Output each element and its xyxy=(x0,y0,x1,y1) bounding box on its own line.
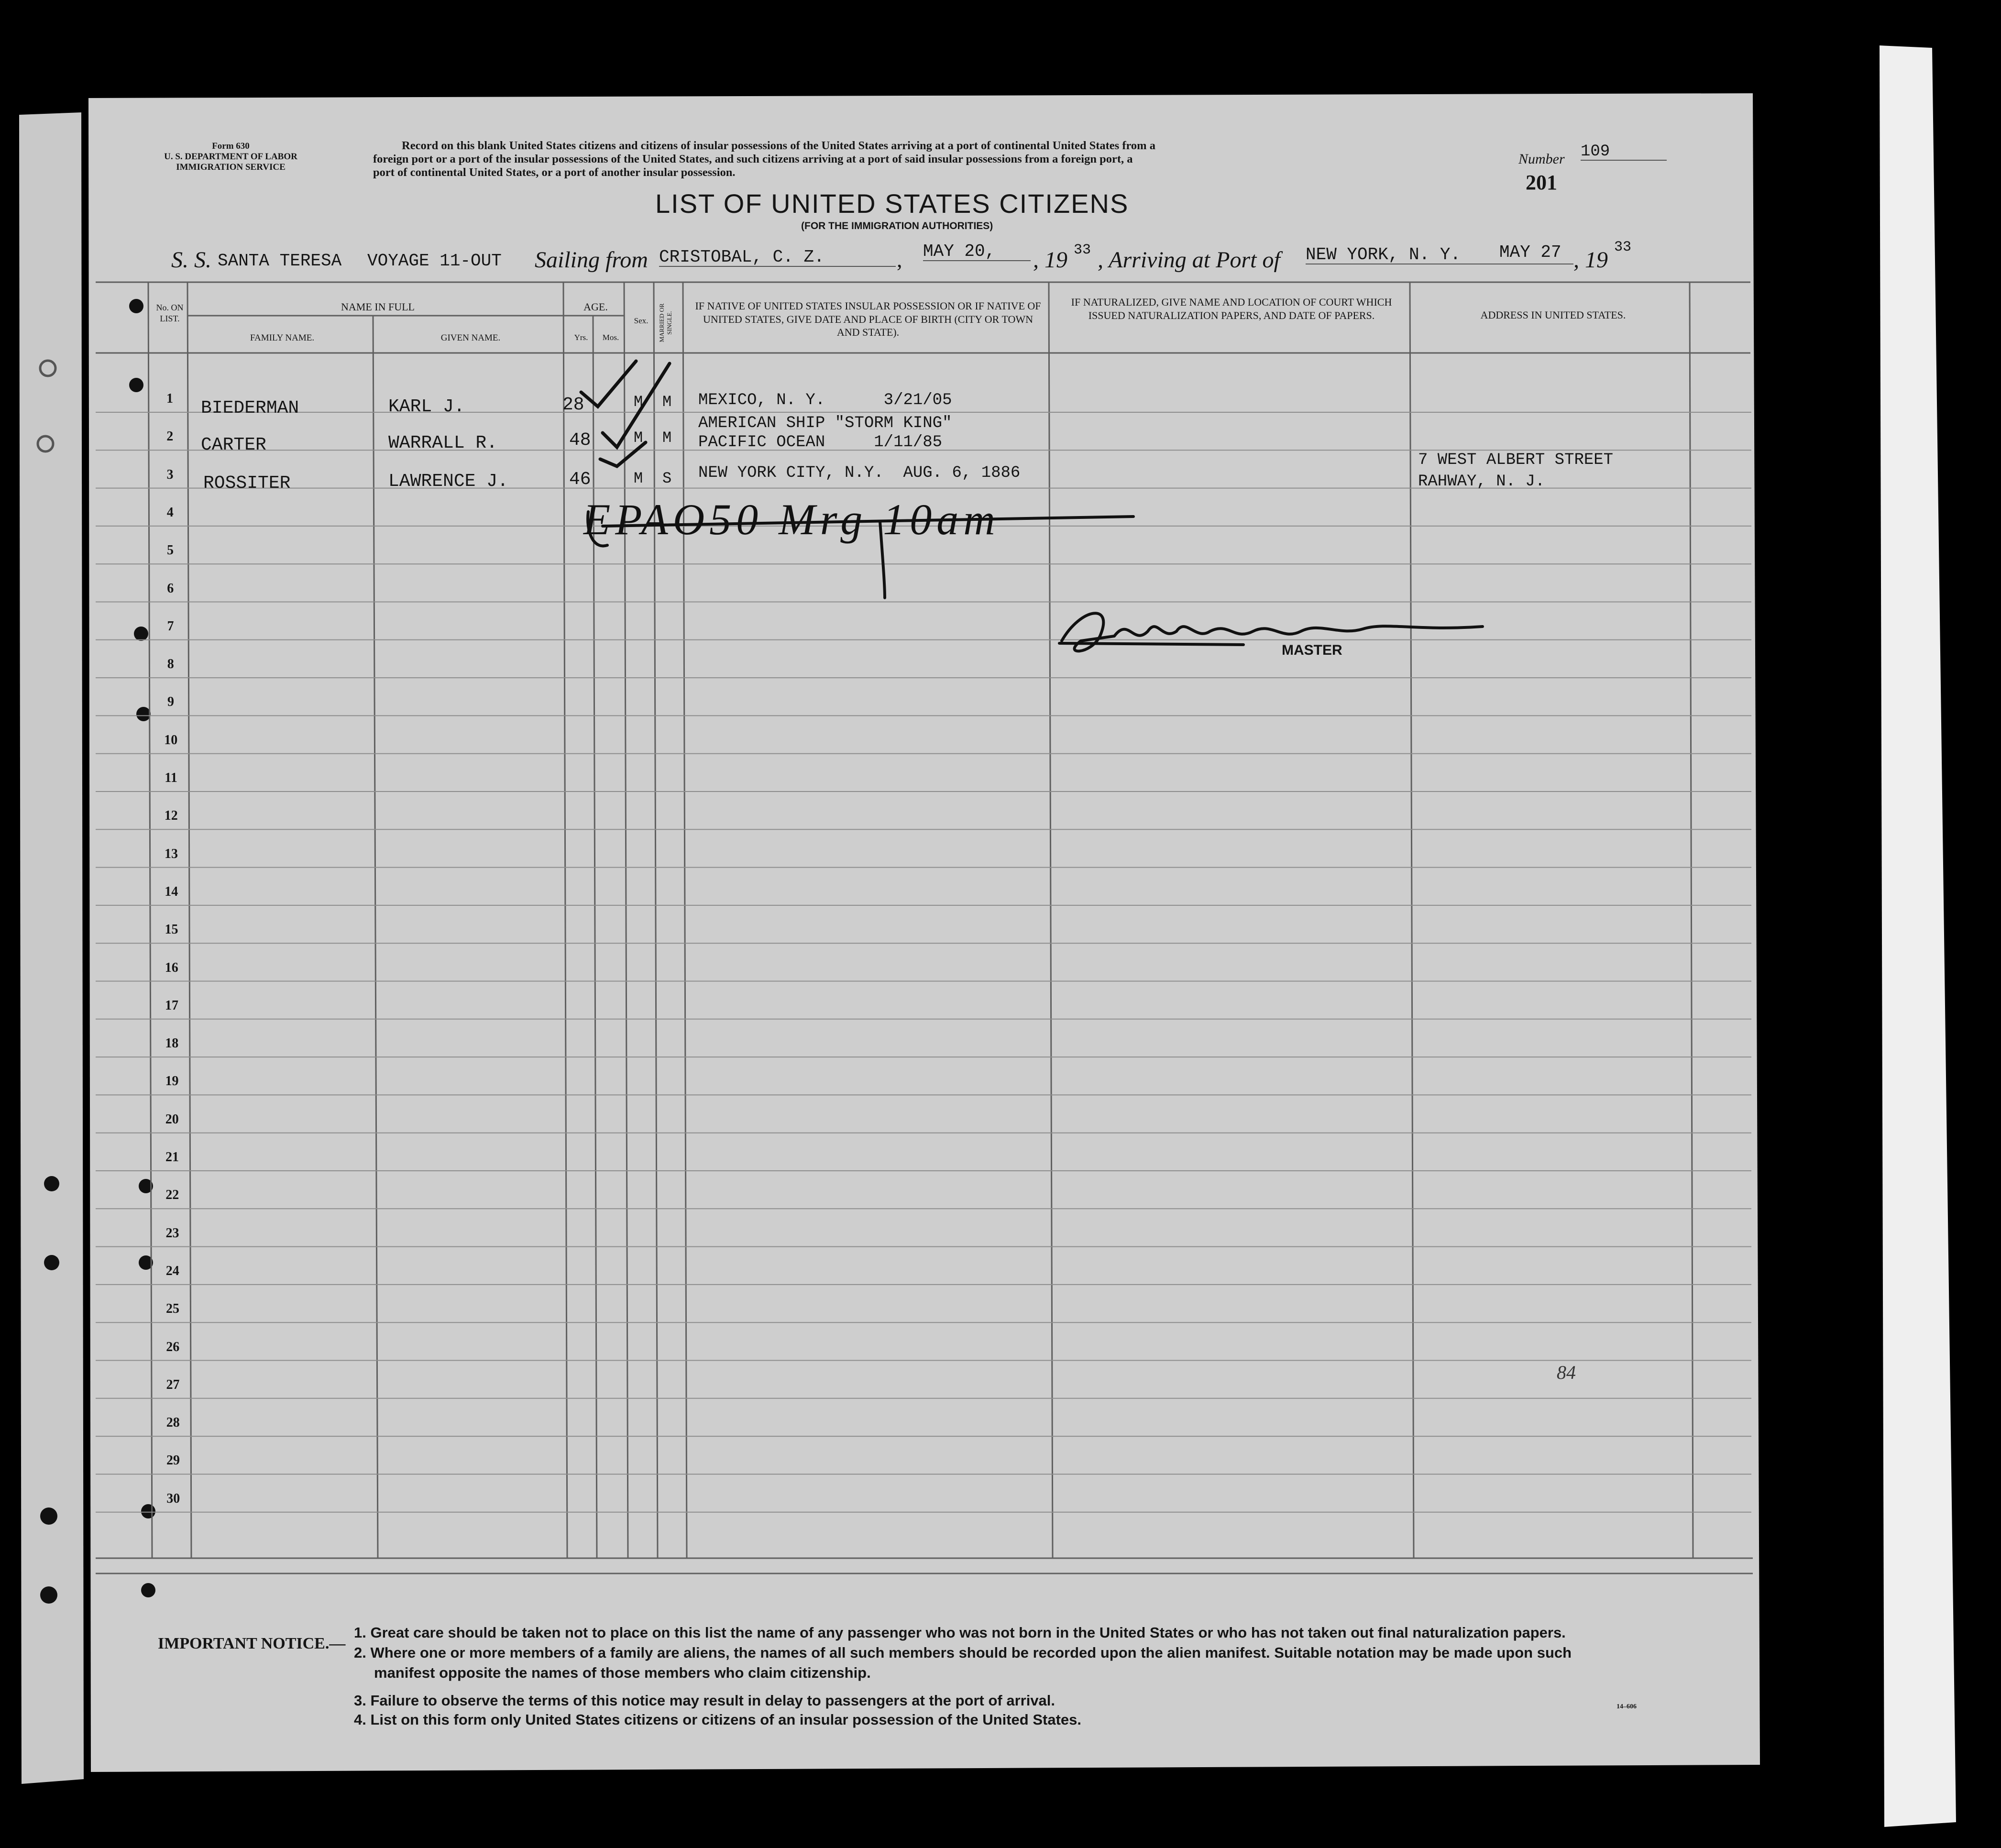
arrival-year-prefix: , 19 xyxy=(1573,247,1608,273)
col-family-name-header: FAMILY NAME. xyxy=(250,333,315,343)
age-years-cell: 28 xyxy=(562,395,584,415)
handwritten-stamp-note: EPAO50 Mrg 10am xyxy=(583,495,1000,544)
row-number: 29 xyxy=(166,1453,180,1468)
ss-label: S. S. xyxy=(171,247,211,273)
intro-line-1: Record on this blank United States citizens and citizens of insular possessions of the United States arriving at a port of continental United States from a xyxy=(402,139,1155,152)
binding-hole xyxy=(129,378,143,392)
marital-status-cell: S xyxy=(662,470,672,487)
department-label: U. S. DEPARTMENT OF LABOR xyxy=(164,152,297,162)
binding-hole xyxy=(40,1507,57,1525)
marital-status-cell: M xyxy=(662,393,672,411)
row-number: 28 xyxy=(166,1415,180,1430)
intro-line-3: port of continental United States, or a port of another insular possession. xyxy=(373,166,736,179)
address-cell-line-2: RAHWAY, N. J. xyxy=(1418,473,1545,491)
arrival-port: NEW YORK, N. Y. xyxy=(1306,246,1573,264)
sailing-from-port: CRISTOBAL, C. Z. xyxy=(659,249,896,267)
binding-hole xyxy=(129,299,143,313)
row-number: 3 xyxy=(166,467,174,482)
notice-item-4: 4. List on this form only United States citizens or citizens of an insular possession of the United States. xyxy=(354,1711,1081,1728)
print-code: 14–606 xyxy=(1616,1703,1637,1710)
row-number: 24 xyxy=(165,1263,179,1278)
row-number: 25 xyxy=(166,1301,179,1317)
binding-hole xyxy=(44,1255,59,1270)
row-number: 19 xyxy=(165,1074,179,1089)
family-name-cell: ROSSITER xyxy=(203,473,291,494)
form-paper xyxy=(88,93,1760,1772)
col-mos-header: Mos. xyxy=(602,333,619,342)
row-number: 6 xyxy=(167,581,174,596)
binding-hole xyxy=(141,1583,155,1597)
page-subtitle: (FOR THE IMMIGRATION AUTHORITIES) xyxy=(801,220,993,231)
row-number: 13 xyxy=(165,846,178,861)
birth-place-cell: NEW YORK CITY, N.Y. AUG. 6, 1886 xyxy=(698,464,1021,482)
notice-item-1: 1. Great care should be taken not to place on this list the name of any passenger who was not born in the United States or who has not taken out final naturalization papers. xyxy=(354,1624,1566,1641)
sailing-year-prefix: , 19 xyxy=(1033,247,1067,273)
row-number: 11 xyxy=(165,770,177,785)
row-number: 21 xyxy=(165,1150,179,1165)
col-naturalized-header: IF NATURALIZED, GIVE NAME AND LOCATION OF COURT WHICH ISSUED NATURALIZATION PAPERS, AND DATE OF PAPERS. xyxy=(1071,296,1392,321)
sex-cell: M xyxy=(634,393,643,411)
intro-line-2: foreign port or a port of the insular possessions of the United States, and such citizens arriving at a port of said insular possessions from a foreign port, a xyxy=(373,153,1133,165)
col-sex-header: Sex. xyxy=(634,316,649,325)
col-married-header: MARRIED OR SINGLE. xyxy=(658,303,673,342)
row-number: 1 xyxy=(166,391,173,406)
row-number: 16 xyxy=(165,960,178,975)
row-number: 22 xyxy=(165,1188,179,1203)
col-native-header: IF NATIVE OF UNITED STATES INSULAR POSSESSION OR IF NATIVE OF UNITED STATES, GIVE DATE AND PLACE OF BIRTH (CITY OR TOWN AND STATE). xyxy=(695,300,1041,338)
row-number: 30 xyxy=(166,1491,180,1506)
ship-name: SANTA TERESA xyxy=(218,251,342,271)
notice-item-2: 2. Where one or more members of a family are aliens, the names of all such members should be recorded upon the alien manifest. Suitable notation may be made upon such xyxy=(354,1644,1572,1661)
birth-place-cell: AMERICAN SHIP "STORM KING" xyxy=(698,414,952,432)
notice-item-3: 3. Failure to observe the terms of this notice may result in delay to passengers at the port of arrival. xyxy=(354,1692,1055,1709)
sailing-year: 33 xyxy=(1074,242,1091,258)
col-name-in-full-header: NAME IN FULL xyxy=(341,301,415,313)
page-title: LIST OF UNITED STATES CITIZENS xyxy=(655,188,1129,219)
col-no-header: No. ON LIST. xyxy=(156,303,184,323)
number-stamp: 201 xyxy=(1526,171,1557,194)
birth-place-cell: MEXICO, N. Y. 3/21/05 xyxy=(698,391,952,409)
binding-hole xyxy=(134,627,148,641)
sex-cell: M xyxy=(634,429,643,447)
marital-status-cell: M xyxy=(662,429,672,447)
row-number: 4 xyxy=(166,505,174,520)
sex-cell: M xyxy=(634,470,643,487)
binding-hole xyxy=(40,1586,57,1604)
row-number: 26 xyxy=(166,1339,180,1354)
master-label: MASTER xyxy=(1282,642,1342,658)
row-number: 10 xyxy=(164,732,178,748)
col-address-header: ADDRESS IN UNITED STATES. xyxy=(1480,309,1626,321)
family-name-cell: CARTER xyxy=(201,435,266,455)
binding-hole xyxy=(136,707,151,721)
age-years-cell: 46 xyxy=(569,469,591,490)
given-name-cell: WARRALL R. xyxy=(388,433,498,453)
row-number: 2 xyxy=(166,429,174,444)
voyage-number: VOYAGE 11-OUT xyxy=(367,251,502,271)
sailing-date: MAY 20, xyxy=(923,243,1031,261)
handwritten-page-mark: 84 xyxy=(1557,1362,1576,1383)
col-given-name-header: GIVEN NAME. xyxy=(440,333,501,343)
col-yrs-header: Yrs. xyxy=(574,333,588,342)
row-number: 5 xyxy=(167,543,174,558)
row-number: 14 xyxy=(165,884,178,899)
row-number: 23 xyxy=(165,1225,179,1241)
row-number: 7 xyxy=(167,618,174,634)
sailing-comma: , xyxy=(897,247,902,272)
birth-place-cell-line-2: PACIFIC OCEAN 1/11/85 xyxy=(698,433,943,451)
arrival-date: MAY 27 xyxy=(1499,242,1561,262)
address-cell: 7 WEST ALBERT STREET xyxy=(1418,451,1614,469)
row-number: 15 xyxy=(165,922,178,937)
row-number: 9 xyxy=(167,694,174,710)
left-page-strip xyxy=(19,112,84,1784)
age-years-cell: 48 xyxy=(569,430,591,451)
given-name-cell: LAWRENCE J. xyxy=(388,471,508,492)
row-number: 8 xyxy=(167,657,174,672)
row-number: 17 xyxy=(165,998,178,1013)
family-name-cell: BIEDERMAN xyxy=(201,398,299,418)
col-age-header: AGE. xyxy=(583,301,608,313)
row-number: 20 xyxy=(165,1111,179,1127)
number-value: 109 xyxy=(1581,143,1667,161)
number-label: Number xyxy=(1518,151,1565,167)
row-number: 18 xyxy=(165,1036,179,1051)
arrival-year: 33 xyxy=(1614,239,1632,255)
given-name-cell: KARL J. xyxy=(388,396,465,417)
form-number: Form 630 xyxy=(212,141,250,151)
service-label: IMMIGRATION SERVICE xyxy=(176,162,286,172)
row-number: 12 xyxy=(164,808,178,824)
binding-hole xyxy=(44,1176,59,1191)
sailing-from-label: Sailing from xyxy=(535,247,648,273)
notice-heading: IMPORTANT NOTICE.— xyxy=(158,1635,346,1652)
arriving-label: , Arriving at Port of xyxy=(1098,247,1280,273)
row-number: 27 xyxy=(166,1377,180,1392)
notice-item-2-cont: manifest opposite the names of those members who claim citizenship. xyxy=(374,1664,871,1681)
